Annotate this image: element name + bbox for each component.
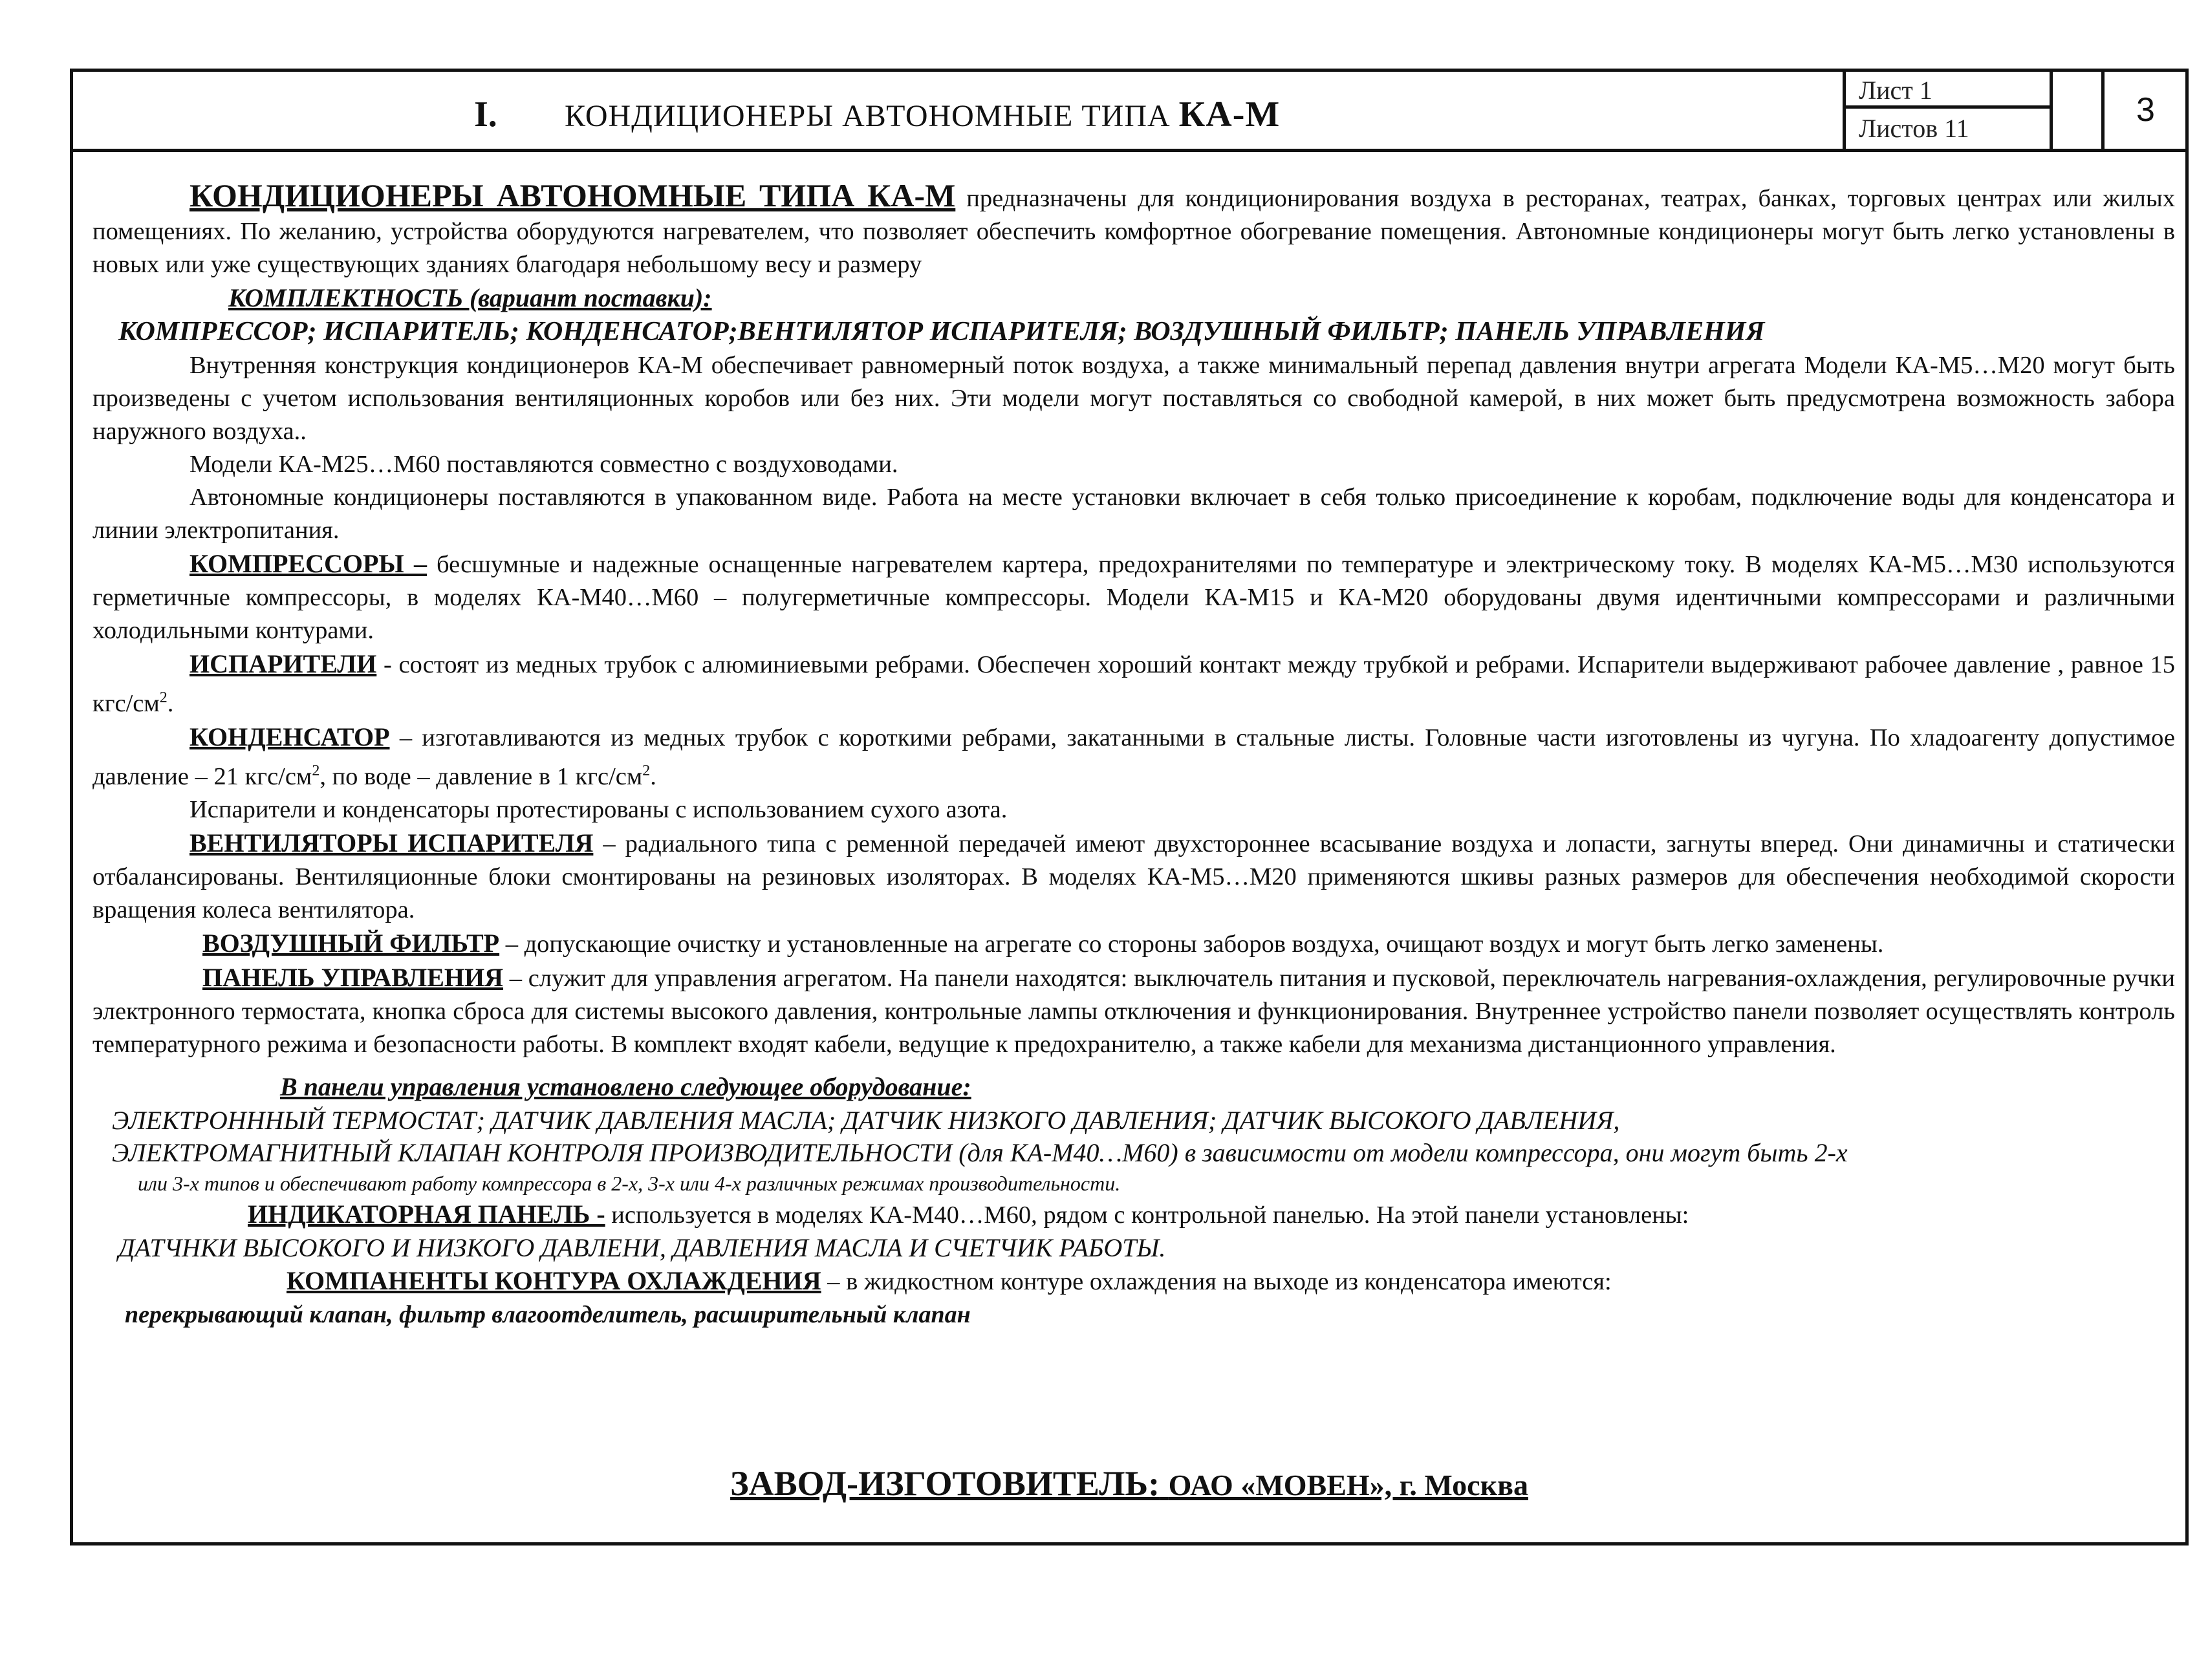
tested-paragraph: Испарители и конденсаторы протестированы с использованием сухого азота. [189,795,1008,823]
manufacturer-company: ОАО «МОВЕН», г. Москва [1168,1469,1528,1502]
condenser-sup-2: 2 [642,762,651,779]
paragraph-construction: Внутренняя конструкция кондиционеров КА-М обеспечивает равномерный поток воздуха, а также минимальный перепад давления внутри агрегата Модели КА-М5…М20 могут быть произведены с учетом использования вентиляционных коробов или без них. Эти модели могут поставляться со свободной камерой, в них может быть предусмотрена возможность забора наружного воздуха.. [92,352,2175,445]
panel-paragraph [92,961,2175,1061]
title-model: КА-М [1178,94,1281,135]
sheets-count-label: Листов 11 [1859,114,1969,143]
condenser-end: . [650,762,656,790]
document-frame [70,69,2189,1545]
evaporators-text: - состоят из медных трубок с алюминиевыми ребрами. Обеспечен хороший контакт между трубкой и ребрами. Испарители выдерживают рабочее давление , равное 15 кгс/см [92,651,2175,717]
cooling-list: перекрывающий клапан, фильтр влагоотделитель, расширительный клапан [125,1300,971,1328]
section-number: I. [474,94,497,135]
condenser-mid: , по воде – давление в 1 кгс/см [319,762,643,790]
condenser-paragraph [92,720,2175,793]
title-block [73,72,2185,152]
komplekt-heading: КОМПЛЕКТНОСТЬ (вариант поставки): [228,283,712,312]
panel-heading: ПАНЕЛЬ УПРАВЛЕНИЯ [202,962,504,992]
condenser-text: – изготавливаются из медных трубок с короткими ребрами, закатанными в стальные листы. Головные части изготовлены из чугуна. По хладоагенту допустимое давление – 21 кгс/см [92,724,2175,790]
paragraph-delivery: Автономные кондиционеры поставляются в упакованном виде. Работа на месте установки включает в себя только присоединение к коробам, подключение воды для конденсатора и линии электропитания. [92,484,2175,544]
document-body [92,179,2175,1331]
compressors-text: бесшумные и надежные оснащенные нагревателем картера, предохранителями по температуре и электрическому току. В моделях КА-М5…М30 используются герметичные компрессоры, в моделях КА-М40…М60 – полугерметичные компрессоры. Модели КА-М15 и КА-М20 оборудованы двумя идентичными компрессорами и различными холодильными контурами. [92,551,2175,644]
sheet-info-box [1843,72,2101,149]
equipment-line-3: или 3-х типов и обеспечивают работу компрессора в 2-х, 3-х или 4-х различных режимах производительности. [138,1171,1121,1195]
filter-paragraph [92,927,2175,961]
equipment-heading-line [92,1070,2175,1104]
cooling-text: – в жидкостном контуре охлаждения на выходе из конденсатора имеются: [821,1267,1612,1295]
komplekt-list-line [92,316,2175,349]
evaporators-paragraph [92,647,2175,720]
evaporators-end: . [167,689,174,717]
fans-heading: ВЕНТИЛЯТОРЫ ИСПАРИТЕЛЯ [189,828,594,857]
indicator-text: используется в моделях КА-М40…М60, рядом с контрольной панелью. На этой панели установлены: [605,1201,1689,1229]
paragraph-models: Модели КА-М25…М60 поставляются совместно с воздуховодами. [189,451,898,478]
condenser-heading: КОНДЕНСАТОР [189,722,390,751]
sheet-info-cells [1846,72,2053,149]
compressors-paragraph [92,547,2175,647]
cooling-list-line [92,1298,2175,1331]
indicator-list: ДАТЧНКИ ВЫСОКОГО И НИЗКОГО ДАВЛЕНИ, ДАВЛЕНИЯ МАСЛА И СЧЕТЧИК РАБОТЫ. [118,1233,1166,1262]
cooling-paragraph [92,1264,2175,1298]
komplekt-list: КОМПРЕССОР; ИСПАРИТЕЛЬ; КОНДЕНСАТОР;ВЕНТИЛЯТОР ИСПАРИТЕЛЯ; ВОЗДУШНЫЙ ФИЛЬТР; ПАНЕЛЬ УПРАВЛЕНИЯ [118,317,1765,347]
compressors-heading: КОМПРЕССОРЫ – [189,549,428,578]
equipment-line-2: ЭЛЕКТРОМАГНИТНЫЙ КЛАПАН КОНТРОЛЯ ПРОИЗВОДИТЕЛЬНОСТИ (для КА-М40…М60) в зависимости от модели компрессора, они могут быть 2-х [112,1137,1848,1167]
title-main: КОНДИЦИОНЕРЫ АВТОНОМНЫЕ ТИПА [565,99,1171,133]
page-number: 3 [2101,72,2187,149]
equipment-heading: В панели управления установлено следующее оборудование: [280,1072,971,1101]
manufacturer-line [73,1463,2185,1503]
indicator-paragraph [92,1198,2175,1232]
filter-text: – допускающие очистку и установленные на агрегате со стороны заборов воздуха, очищают воздух и могут быть легко заменены. [499,930,1884,958]
filter-heading: ВОЗДУШНЫЙ ФИЛЬТР [202,928,500,958]
sheet-label: Лист 1 [1846,72,2050,109]
equipment-line-1: ЭЛЕКТРОНННЫЙ ТЕРМОСТАТ; ДАТЧИК ДАВЛЕНИЯ МАСЛА; ДАТЧИК НИЗКОГО ДАВЛЕНИЯ; ДАТЧИК ВЫСОКОГО ДАВЛЕНИЯ, [112,1105,1620,1135]
fans-text: – радиального типа с ременной передачей имеют двухстороннее всасывание воздуха и лопасти, загнуты вперед. Они динамичны и статически отбалансированы. Вентиляционные блоки смонтированы на резиновых изоляторах. В моделях КА-М5…М20 применяются шкивы разных размеров для обеспечения необходимой скорости вращения колеса вентилятора. [92,830,2175,923]
evaporators-heading: ИСПАРИТЕЛИ [189,649,377,678]
manufacturer-label: ЗАВОД-ИЗГОТОВИТЕЛЬ: [730,1464,1160,1503]
intro-heading: КОНДИЦИОНЕРЫ АВТОНОМНЫЕ ТИПА КА-М [189,177,956,213]
evaporators-sup: 2 [159,689,168,706]
komplekt-heading-line [92,281,2175,316]
intro-paragraph [92,179,2175,281]
fans-paragraph [92,826,2175,927]
cooling-heading: КОМПАНЕНТЫ КОНТУРА ОХЛАЖДЕНИЯ [287,1265,821,1295]
panel-text: – служит для управления агрегатом. На панели находятся: выключатель питания и пусковой, переключатель нагревания-охлаждения, регулировочные ручки электронного термостата, кнопка сброса для системы высокого давления, контрольные лампы отключения и функционирования. Внутреннее устройство панели позволяет осуществлять контроль температурного режима и безопасности работы. В комплект входят кабели, ведущие к предохранителю, а также кабели для механизма дистанционного управления. [92,964,2175,1058]
document-title [565,94,1280,135]
intro-text: предназначены для кондиционирования воздуха в ресторанах, театрах, банках, торговых центрах или жилых помещениях. По желанию, устройства оборудуются нагревателем, что позволяет обеспечить комфортное обогревание помещения. Автономные кондиционеры могут быть легко установлены в новых или уже существующих зданиях благодаря небольшому весу и размеру [92,185,2176,278]
condenser-sup-1: 2 [312,762,320,779]
indicator-heading: ИНДИКАТОРНАЯ ПАНЕЛЬ - [248,1199,605,1229]
